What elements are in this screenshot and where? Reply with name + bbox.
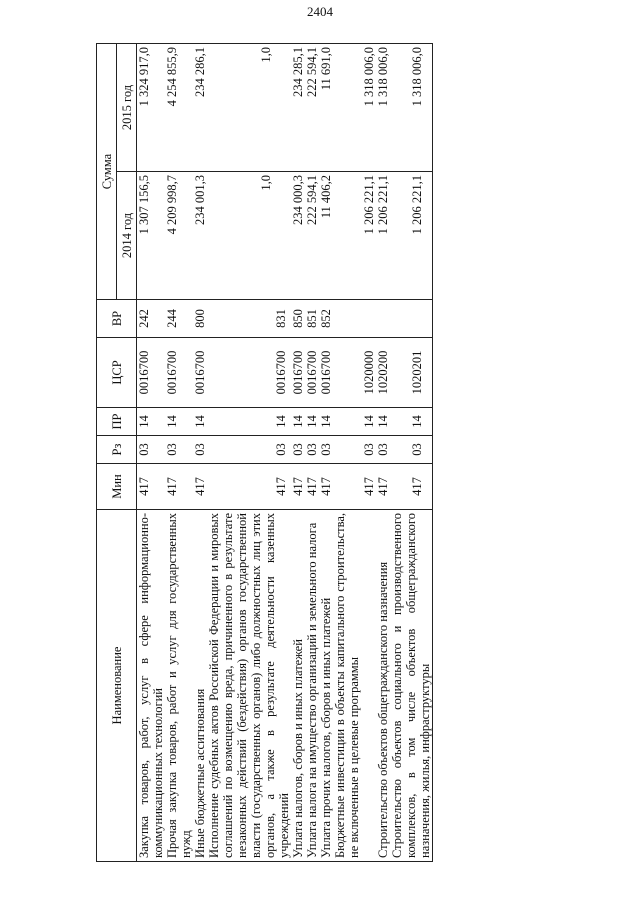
row-name: Закупка товаров, работ, услуг в сфере информационно-коммуникационных технологий [137, 510, 166, 862]
row-min: 417 [333, 464, 376, 510]
row-csr: 1020200 [376, 338, 390, 408]
row-vr: 850 [291, 300, 305, 338]
table-row [165, 44, 193, 862]
row-csr: 0016700 [207, 338, 291, 408]
row-vr [390, 300, 433, 338]
page-number: 2404 [307, 4, 333, 19]
row-pr: 14 [165, 408, 193, 436]
row-sum-2015: 234 285,1 [291, 44, 305, 172]
row-vr: 242 [137, 300, 166, 338]
row-sum-2014: 1 206 221,1 [333, 172, 376, 300]
row-sum-2015: 222 594,1 [305, 44, 319, 172]
header-2015: 2015 год [117, 44, 137, 172]
row-vr: 800 [193, 300, 207, 338]
row-rz: 03 [165, 436, 193, 464]
row-rz: 03 [137, 436, 166, 464]
row-rz: 03 [305, 436, 319, 464]
row-vr: 852 [319, 300, 333, 338]
row-sum-2015: 4 254 855,9 [165, 44, 193, 172]
row-pr: 14 [333, 408, 376, 436]
table-row [319, 44, 333, 862]
header-rz: Рз [97, 436, 137, 464]
table-row [207, 44, 291, 862]
row-sum-2014: 1 206 221,1 [376, 172, 390, 300]
row-sum-2014: 1 307 156,5 [137, 172, 166, 300]
row-rz: 03 [376, 436, 390, 464]
row-csr: 0016700 [193, 338, 207, 408]
row-pr: 14 [390, 408, 433, 436]
row-csr: 0016700 [137, 338, 166, 408]
row-min: 417 [305, 464, 319, 510]
row-sum-2014: 234 001,3 [193, 172, 207, 300]
row-csr: 0016700 [305, 338, 319, 408]
header-name: Наименование [97, 510, 137, 862]
table-row [305, 44, 319, 862]
row-min: 417 [137, 464, 166, 510]
table-row [333, 44, 376, 862]
header-csr: ЦСР [97, 338, 137, 408]
row-csr: 0016700 [165, 338, 193, 408]
row-vr [376, 300, 390, 338]
row-csr: 0016700 [291, 338, 305, 408]
row-min: 417 [319, 464, 333, 510]
row-sum-2015: 11 691,0 [319, 44, 333, 172]
row-pr: 14 [207, 408, 291, 436]
row-rz: 03 [193, 436, 207, 464]
row-vr: 244 [165, 300, 193, 338]
row-rz: 03 [319, 436, 333, 464]
row-csr: 1020000 [333, 338, 376, 408]
budget-table [96, 43, 433, 862]
row-sum-2014: 4 209 998,7 [165, 172, 193, 300]
row-name: Бюджетные инвестиции в объекты капитального строительства, не включенные в целевые программы [333, 510, 376, 862]
row-min: 417 [193, 464, 207, 510]
row-pr: 14 [137, 408, 166, 436]
row-vr: 851 [305, 300, 319, 338]
row-sum-2014: 1,0 [207, 172, 291, 300]
table-row [376, 44, 390, 862]
row-sum-2015: 1 324 917,0 [137, 44, 166, 172]
row-min: 417 [207, 464, 291, 510]
table-row [137, 44, 166, 862]
table-row [291, 44, 305, 862]
row-sum-2014: 1 206 221,1 [390, 172, 433, 300]
row-rz: 03 [333, 436, 376, 464]
table-row [390, 44, 433, 862]
row-sum-2015: 1,0 [207, 44, 291, 172]
row-name: Строительство объектов общегражданского назначения [376, 510, 390, 862]
header-sum: Сумма [97, 44, 117, 300]
row-name: Исполнение судебных актов Российской Федерации и мировых соглашений по возмещению вреда, причиненного в результате незаконных действий (бездействия) органов государственной власти (государственных органов) либо должностных лиц этих органов, а также в результате деятельности казенных учреждений [207, 510, 291, 862]
row-pr: 14 [319, 408, 333, 436]
header-pr: ПР [97, 408, 137, 436]
row-sum-2014: 222 594,1 [305, 172, 319, 300]
row-rz: 03 [207, 436, 291, 464]
row-pr: 14 [291, 408, 305, 436]
row-name: Уплата налога на имущество организаций и земельного налога [305, 510, 319, 862]
row-pr: 14 [193, 408, 207, 436]
row-pr: 14 [376, 408, 390, 436]
header-min: Мин [97, 464, 137, 510]
row-min: 417 [376, 464, 390, 510]
row-sum-2015: 234 286,1 [193, 44, 207, 172]
row-sum-2014: 11 406,2 [319, 172, 333, 300]
row-name: Уплата прочих налогов, сборов и иных платежей [319, 510, 333, 862]
row-csr: 1020201 [390, 338, 433, 408]
row-csr: 0016700 [319, 338, 333, 408]
row-vr [333, 300, 376, 338]
row-min: 417 [165, 464, 193, 510]
row-pr: 14 [305, 408, 319, 436]
row-rz: 03 [291, 436, 305, 464]
row-sum-2014: 234 000,3 [291, 172, 305, 300]
row-sum-2015: 1 318 006,0 [390, 44, 433, 172]
row-min: 417 [390, 464, 433, 510]
header-vr: ВР [97, 300, 137, 338]
row-rz: 03 [390, 436, 433, 464]
row-sum-2015: 1 318 006,0 [376, 44, 390, 172]
header-2014: 2014 год [117, 172, 137, 300]
row-sum-2015: 1 318 006,0 [333, 44, 376, 172]
row-name: Иные бюджетные ассигнования [193, 510, 207, 862]
table-row [193, 44, 207, 862]
row-name: Прочая закупка товаров, работ и услуг для государственных нужд [165, 510, 193, 862]
row-name: Уплата налогов, сборов и иных платежей [291, 510, 305, 862]
row-vr: 831 [207, 300, 291, 338]
row-name: Строительство объектов социального и производственного комплексов, в том числе объектов общегражданского назначения, жилья, инфраструктуры [390, 510, 433, 862]
row-min: 417 [291, 464, 305, 510]
